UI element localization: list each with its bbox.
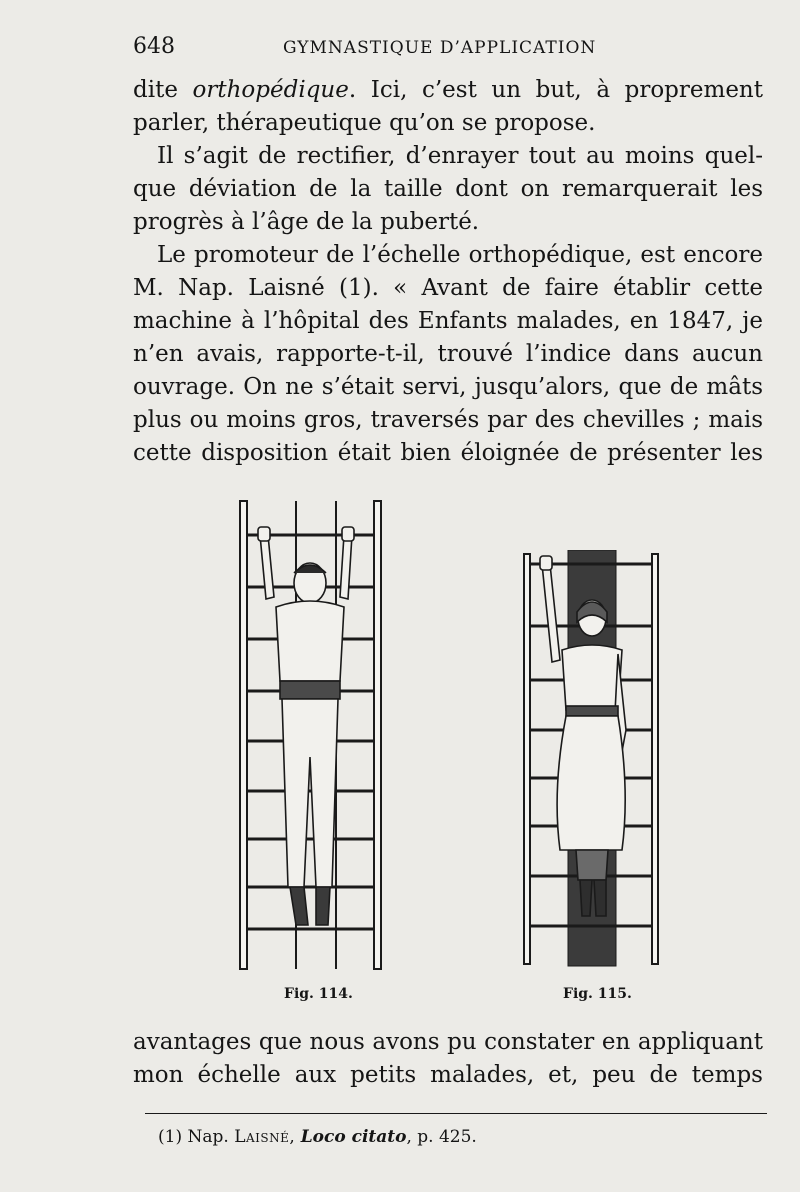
footnote-work: Loco citato bbox=[300, 1127, 407, 1147]
text-line: avantages que nous avons pu constater en appliquant bbox=[133, 1029, 763, 1055]
text-line: ouvrage. On ne s’était servi, jusqu’alors, que de mâts bbox=[133, 374, 763, 400]
footnote-author: Laisné, bbox=[234, 1127, 296, 1147]
running-title: GYMNASTIQUE D’APPLICATION bbox=[283, 38, 597, 58]
figure-114-illustration bbox=[236, 497, 388, 973]
footnote bbox=[158, 1127, 477, 1147]
text-line: que déviation de la taille dont on remarquerait les bbox=[133, 176, 763, 202]
page-number: 648 bbox=[133, 34, 175, 59]
footnote-marker: (1) Nap. bbox=[158, 1127, 229, 1147]
paragraph-start: Il s’agit de rectifier, d’enrayer tout au moins quel- bbox=[157, 143, 763, 169]
italic-term: orthopédique bbox=[192, 77, 349, 103]
footnote-divider bbox=[145, 1113, 767, 1114]
text-line: mon échelle aux petits malades, et, peu de temps bbox=[133, 1062, 763, 1088]
figure-115-illustration bbox=[520, 550, 664, 970]
ladder-man-illustration bbox=[236, 497, 388, 973]
text-line: parler, thérapeutique qu’on se propose. bbox=[133, 110, 596, 136]
ladder-girl-illustration bbox=[520, 550, 664, 970]
footnote-page: , p. 425. bbox=[406, 1127, 477, 1147]
text-line: plus ou moins gros, traversés par des chevilles ; mais bbox=[133, 407, 763, 433]
figure-114-caption: Fig. 114. bbox=[284, 986, 353, 1002]
page-header bbox=[133, 34, 763, 66]
text-line: dite orthopédique. Ici, c’est un but, à proprement bbox=[133, 77, 763, 103]
figure-115-caption: Fig. 115. bbox=[563, 986, 632, 1002]
body-text-bottom bbox=[133, 1026, 763, 1092]
text-line: progrès à l’âge de la puberté. bbox=[133, 209, 480, 235]
text-line: n’en avais, rapporte-t-il, trouvé l’indice dans aucun bbox=[133, 341, 763, 367]
text-line: M. Nap. Laisné (1). « Avant de faire établir cette bbox=[133, 275, 763, 301]
paragraph-start: Le promoteur de l’échelle orthopédique, est encore bbox=[157, 242, 763, 268]
text-line: machine à l’hôpital des Enfants malades, en 1847, je bbox=[133, 308, 763, 334]
text-line: cette disposition était bien éloignée de présenter les bbox=[133, 440, 763, 466]
body-text-top bbox=[133, 74, 763, 470]
